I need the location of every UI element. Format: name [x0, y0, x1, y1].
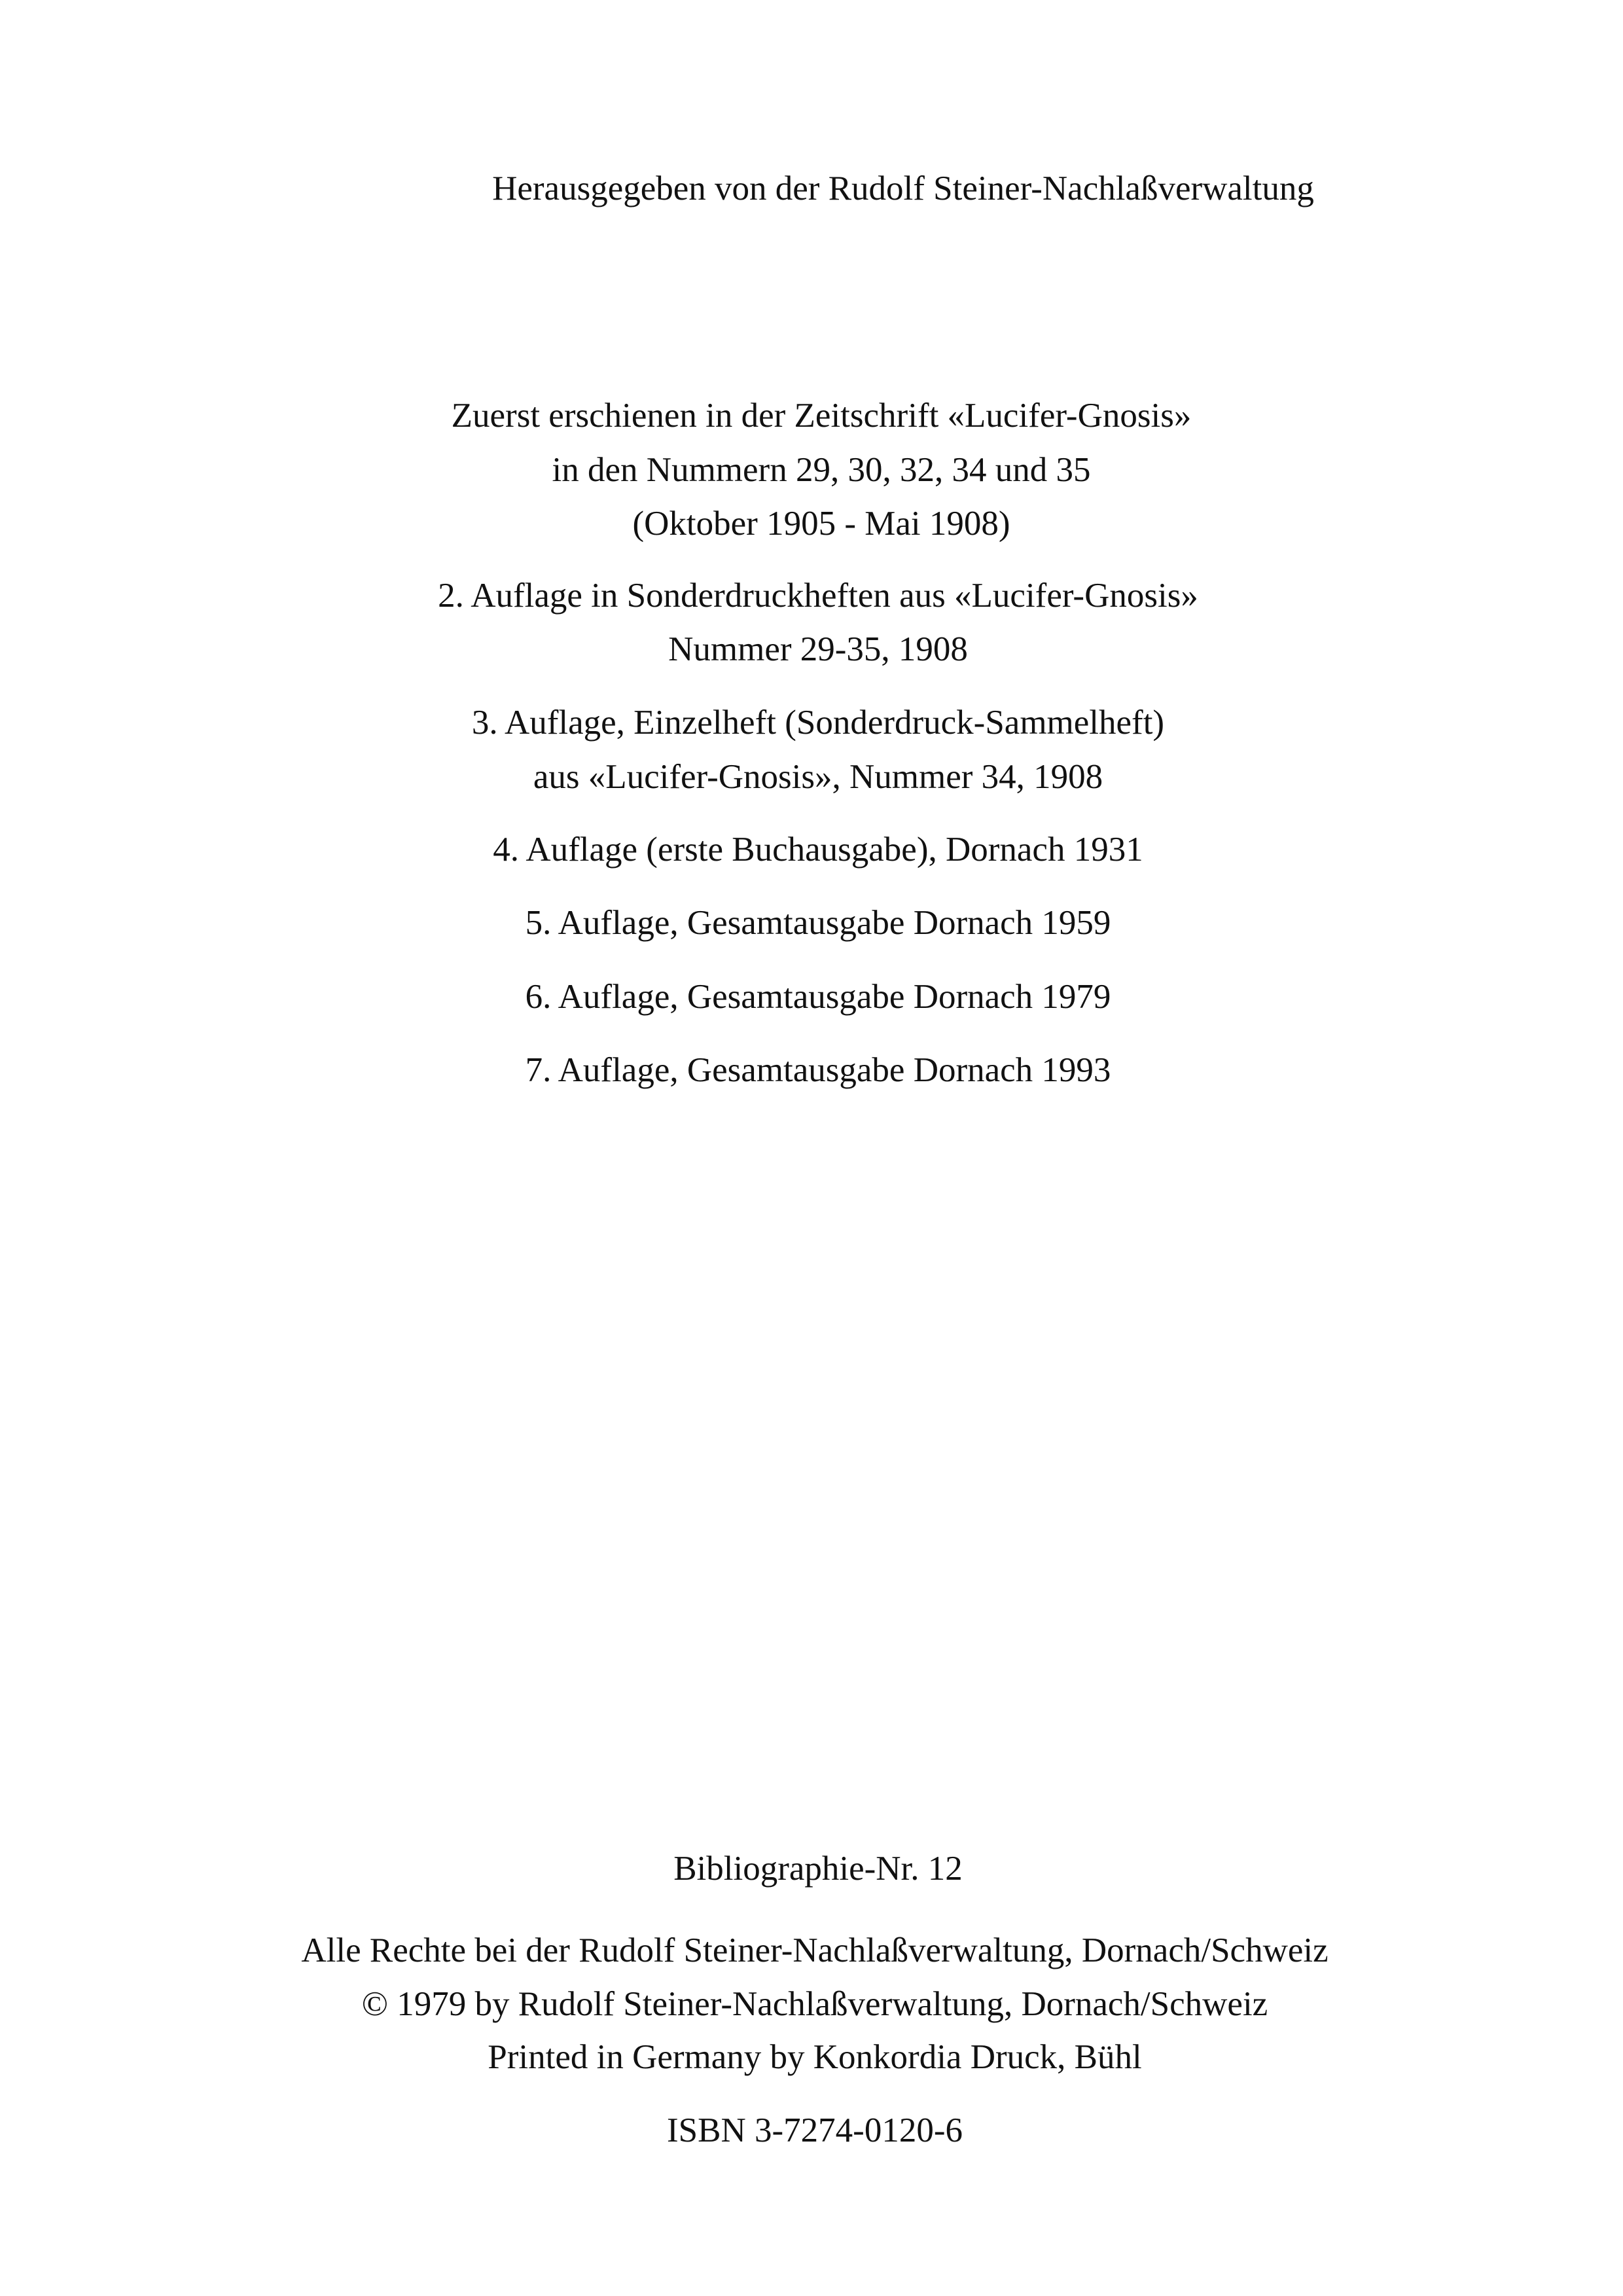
publisher-statement: Herausgegeben von der Rudolf Steiner-Nachlaßverwaltung — [492, 170, 1314, 207]
isbn-number: ISBN 3-7274-0120-6 — [667, 2111, 963, 2149]
edition-6-line: 6. Auflage, Gesamtausgabe Dornach 1979 — [525, 978, 1111, 1016]
edition-4-line: 4. Auflage (erste Buchausgabe), Dornach 1931 — [493, 831, 1143, 869]
edition-3-line: 3. Auflage, Einzelheft (Sonderdruck-Sammelheft) — [471, 704, 1165, 742]
first-publication-line: Zuerst erschienen in der Zeitschrift «Lucifer-Gnosis» — [451, 397, 1192, 435]
bibliography-number: Bibliographie-Nr. 12 — [673, 1850, 963, 1888]
first-publication-line: (Oktober 1905 - Mai 1908) — [632, 505, 1010, 543]
edition-5-line: 5. Auflage, Gesamtausgabe Dornach 1959 — [525, 904, 1111, 942]
first-publication-line: in den Nummern 29, 30, 32, 34 und 35 — [552, 451, 1091, 489]
printer-notice: Printed in Germany by Konkordia Druck, Bühl — [488, 2038, 1142, 2076]
rights-statement: Alle Rechte bei der Rudolf Steiner-Nachlaßverwaltung, Dornach/Schweiz — [301, 1931, 1329, 1969]
copyright-notice: © 1979 by Rudolf Steiner-Nachlaßverwaltung, Dornach/Schweiz — [361, 1985, 1268, 2023]
edition-2-line: Nummer 29-35, 1908 — [668, 630, 968, 668]
edition-3-line: aus «Lucifer-Gnosis», Nummer 34, 1908 — [533, 758, 1103, 796]
edition-2-line: 2. Auflage in Sonderdruckheften aus «Lucifer-Gnosis» — [438, 577, 1198, 615]
edition-7-line: 7. Auflage, Gesamtausgabe Dornach 1993 — [525, 1051, 1111, 1089]
